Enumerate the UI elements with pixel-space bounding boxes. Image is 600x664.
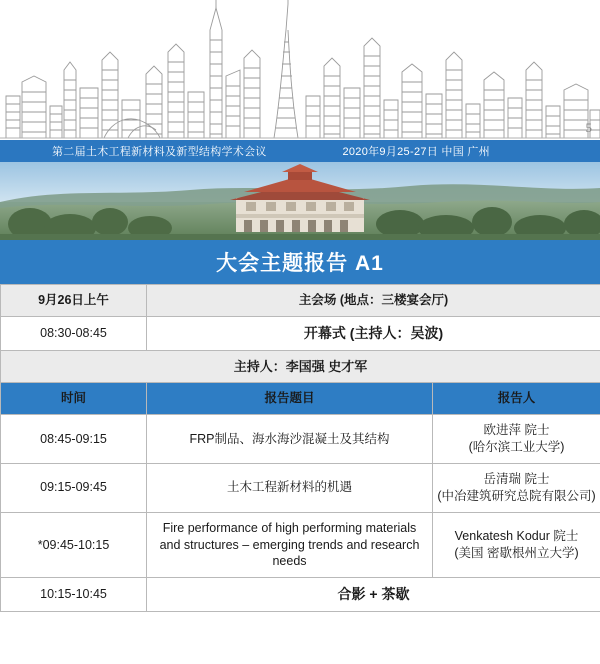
table-row	[1, 415, 600, 464]
conference-bar	[0, 140, 600, 162]
session-header-row	[1, 285, 600, 317]
opening-time: 08:30-08:45	[1, 316, 147, 350]
row-title: FRP制品、海水海沙混凝土及其结构	[147, 415, 433, 464]
venue-photo	[0, 162, 600, 240]
row-speaker	[433, 415, 600, 464]
conference-date-location: 2020年9月25-27日 中国 广州	[342, 146, 490, 158]
break-row	[1, 578, 600, 612]
column-header-speaker: 报告人	[433, 383, 600, 415]
session-title: 大会主题报告 A1	[216, 252, 384, 275]
row-speaker	[433, 512, 600, 578]
opening-label: 开幕式 (主持人：吴波)	[147, 316, 600, 350]
row-speaker-name: 欧进萍 院士	[483, 423, 550, 438]
row-speaker-affiliation: (哈尔滨工业大学)	[468, 440, 565, 455]
chairs-row	[1, 350, 600, 383]
row-speaker-name: Venkatesh Kodur 院士	[454, 529, 579, 544]
page-number: 5	[585, 120, 592, 135]
row-time: 09:15-09:45	[1, 463, 147, 512]
skyline-banner	[0, 0, 600, 140]
row-title: Fire performance of high performing materials and structures – emerging trends and research needs	[147, 512, 433, 578]
row-time: *09:45-10:15	[1, 512, 147, 578]
chairs-label: 主持人：李国强 史才军	[1, 350, 600, 383]
row-speaker-affiliation: (美国 密歇根州立大学)	[454, 546, 579, 560]
session-title-band	[0, 240, 600, 284]
column-header-time: 时间	[1, 383, 147, 415]
row-speaker-affiliation: (中冶建筑研究总院有限公司)	[437, 488, 596, 503]
row-speaker-name: 岳清瑞 院士	[483, 471, 550, 486]
row-time: 08:45-09:15	[1, 415, 147, 464]
table-row	[1, 512, 600, 578]
break-time: 10:15-10:45	[1, 578, 147, 612]
venue-photo-graphic	[0, 162, 600, 240]
session-date-cell: 9月26日上午	[1, 285, 147, 317]
column-header-title: 报告题目	[147, 383, 433, 415]
schedule-table	[0, 284, 600, 612]
row-title: 土木工程新材料的机遇	[147, 463, 433, 512]
conference-name: 第二届土木工程新材料及新型结构学术会议	[52, 146, 267, 158]
session-venue-cell: 主会场 (地点：三楼宴会厅)	[147, 285, 600, 317]
skyline-illustration	[0, 0, 600, 140]
table-header-row	[1, 383, 600, 415]
opening-row	[1, 316, 600, 350]
row-speaker	[433, 463, 600, 512]
break-label: 合影 + 茶歇	[147, 578, 600, 612]
table-row	[1, 463, 600, 512]
